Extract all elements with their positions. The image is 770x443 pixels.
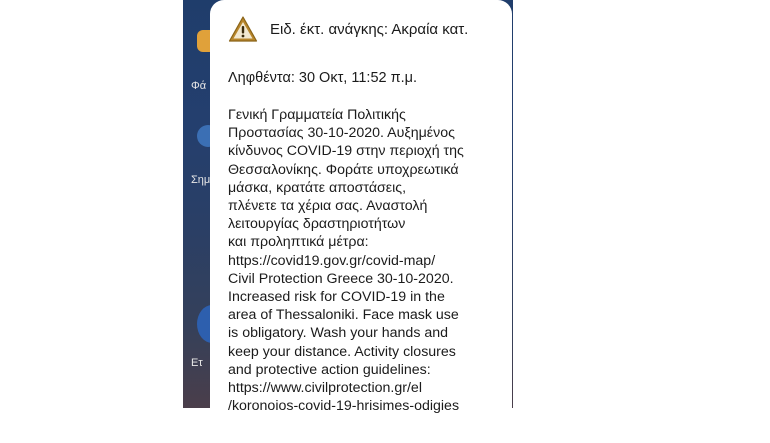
message-line: area of Thessaloniki. Face mask use: [228, 307, 459, 324]
alert-header: [228, 14, 494, 44]
alert-message: [228, 106, 494, 415]
emergency-alert-dialog: [210, 0, 512, 443]
message-line[interactable]: https://covid19.gov.gr/covid-map/: [228, 252, 436, 269]
message-line: keep your distance. Activity closures: [228, 343, 456, 360]
app-label: Ετ: [191, 357, 203, 369]
warning-triangle-icon: [228, 15, 258, 43]
message-line[interactable]: /koronoios-covid-19-hrisimes-odigies: [228, 398, 460, 415]
message-line: Increased risk for COVID-19 in the: [228, 289, 445, 306]
alert-title: Ειδ. έκτ. ανάγκης: Ακραία κατ.: [270, 20, 469, 38]
message-line: and protective action guidelines:: [228, 361, 431, 378]
message-line: πλένετε τα χέρια σας. Αναστολή: [228, 198, 428, 215]
app-label: Φά: [191, 80, 207, 92]
app-label: Σημ: [191, 174, 211, 186]
received-timestamp: Ληφθέντα: 30 Οκτ, 11:52 π.μ.: [228, 70, 418, 86]
message-line: is obligatory. Wash your hands and: [228, 325, 449, 342]
message-line: μάσκα, κρατάτε αποστάσεις,: [228, 179, 407, 196]
message-line: λειτουργίας δραστηριοτήτων: [228, 216, 406, 233]
message-line[interactable]: https://www.civilprotection.gr/el: [228, 380, 422, 397]
message-line: και προληπτικά μέτρα:: [228, 234, 369, 251]
message-line: κίνδυνος COVID-19 στην περιοχή της: [228, 143, 464, 160]
message-line: Προστασίας 30-10-2020. Αυξημένος: [228, 125, 455, 142]
message-line: Γενική Γραμματεία Πολιτικής: [228, 107, 406, 123]
message-line: Civil Protection Greece 30-10-2020.: [228, 270, 454, 287]
message-line: Θεσσαλονίκης. Φοράτε υποχρεωτικά: [228, 161, 459, 178]
